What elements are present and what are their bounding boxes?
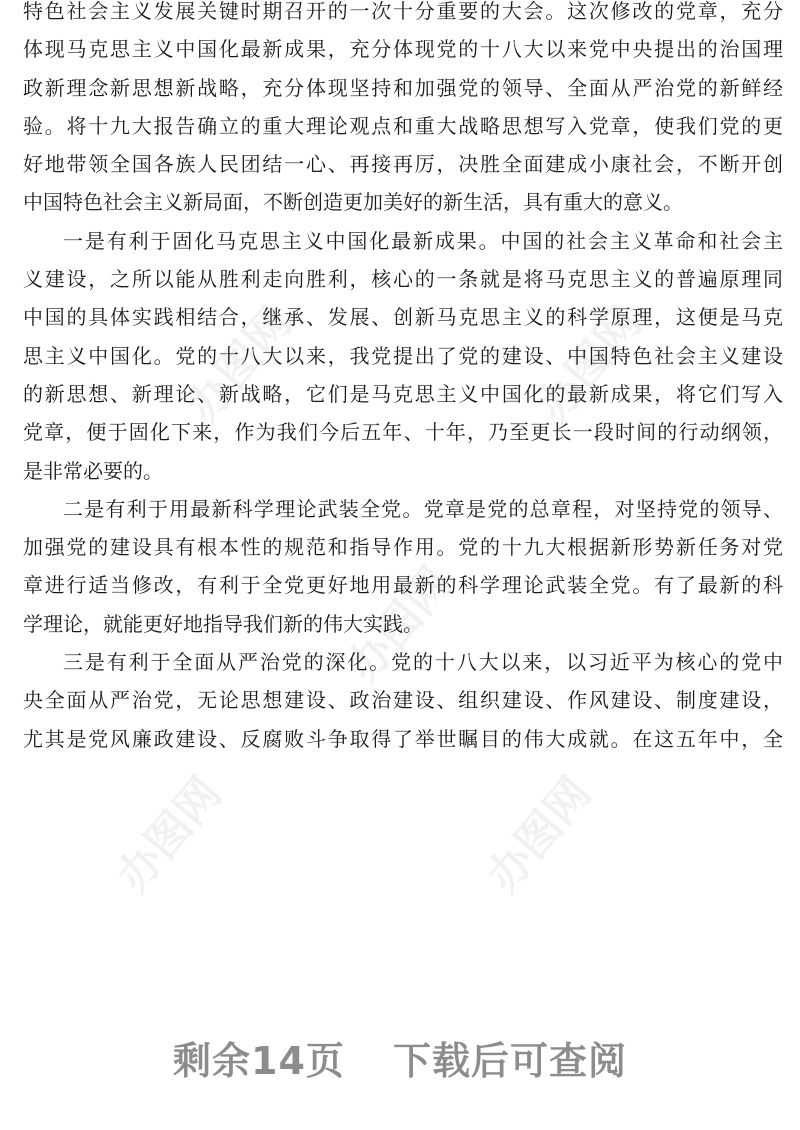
download-prompt-banner[interactable] <box>0 1030 800 1085</box>
text-line: 学理论，就能更好地指导我们新的伟大实践。 <box>23 611 423 636</box>
watermark: 办图网 <box>177 297 302 432</box>
paragraph-start-line: 一是有利于固化马克思主义中国化最新成果。中国的社会主义革命和社会主 <box>63 228 783 253</box>
text-line: 的新思想、新理论、新战略，它们是马克思主义中国化的最新成果，将它们写入 <box>23 381 783 406</box>
text-line: 好地带领全国各族人民团结一心、再接再厉，决胜全面建成小康社会，不断开创 <box>23 152 783 177</box>
paragraph-start-line: 三是有利于全面从严治党的深化。党的十八大以来，以习近平为核心的党中 <box>63 650 783 675</box>
watermark: 办图网 <box>107 767 232 902</box>
text-line: 加强党的建设具有根本性的规范和指导作用。党的十九大根据新形势新任务对党 <box>23 535 783 560</box>
text-line: 中国的具体实践相结合，继承、发展、创新马克思主义的科学原理，这便是马克 <box>23 305 783 330</box>
text-line: 中国特色社会主义新局面，不断创造更加美好的新生活，具有重大的意义。 <box>23 190 683 215</box>
text-line: 义建设，之所以能从胜利走向胜利，核心的一条就是将马克思主义的普遍原理同 <box>23 267 783 292</box>
text-line: 思主义中国化。党的十八大以来，我党提出了党的建设、中国特色社会主义建设 <box>23 343 783 368</box>
text-line: 尤其是党风廉政建设、反腐败斗争取得了举世瞩目的伟大成就。在这五年中，全 <box>23 726 783 751</box>
download-to-view-label: 下载后可查阅 <box>392 1039 627 1083</box>
remaining-pages-label: 剩余14页 <box>173 1039 345 1083</box>
text-line: 体现马克思主义中国化最新成果，充分体现党的十八大以来党中央提出的治国理 <box>23 37 783 62</box>
text-line: 是非常必要的。 <box>23 458 163 483</box>
watermark: 办图网 <box>337 557 462 692</box>
text-line: 特色社会主义发展关键时期召开的一次十分重要的大会。这次修改的党章，充分 <box>23 0 783 23</box>
text-line: 章进行适当修改，有利于全党更好地用最新的科学理论武装全党。有了最新的科 <box>23 573 783 598</box>
text-line: 验。将十九大报告确立的重大理论观点和重大战略思想写入党章，使我们党的更 <box>23 113 783 138</box>
document-body <box>23 0 783 758</box>
text-line: 央全面从严治党，无论思想建设、政治建设、组织建设、作风建设、制度建设， <box>23 688 783 713</box>
watermark: 办图网 <box>477 767 602 902</box>
paragraph-start-line: 二是有利于用最新科学理论武装全党。党章是党的总章程，对坚持党的领导、 <box>63 496 783 521</box>
text-line: 政新理念新思想新战略，充分体现坚持和加强党的领导、全面从严治党的新鲜经 <box>23 75 783 100</box>
watermark: 办图网 <box>527 297 652 432</box>
text-line: 党章，便于固化下来，作为我们今后五年、十年，乃至更长一段时间的行动纲领， <box>23 420 783 445</box>
